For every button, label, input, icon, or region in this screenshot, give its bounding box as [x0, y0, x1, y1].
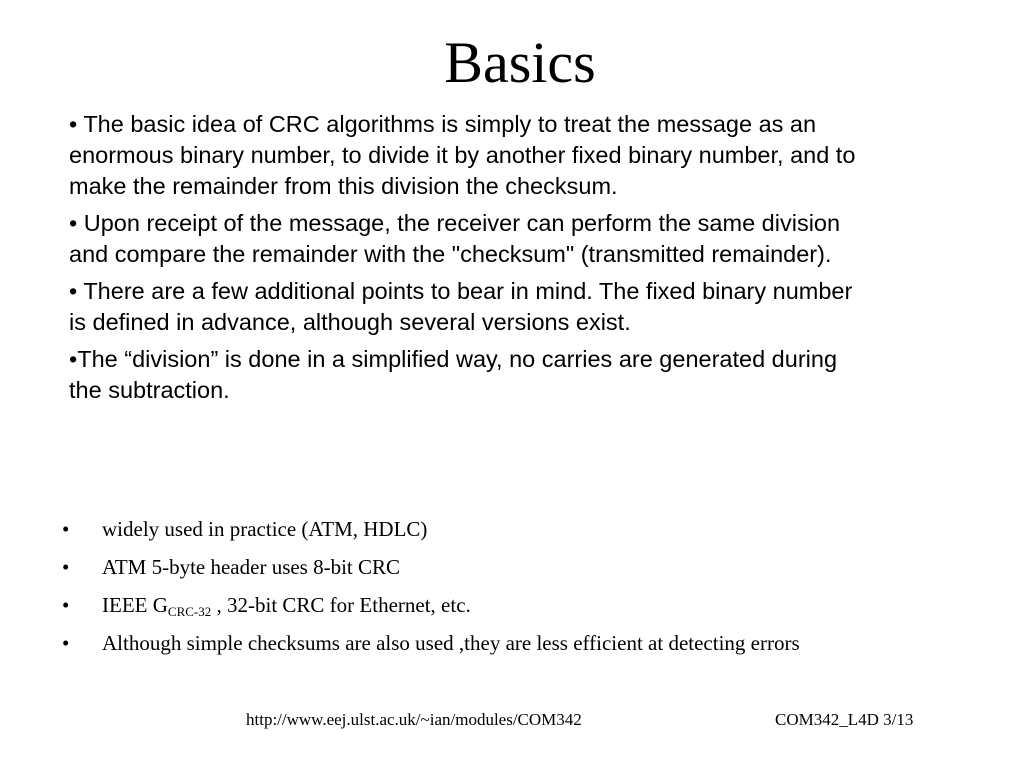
list-item [62, 552, 912, 582]
main-text-block [69, 109, 869, 412]
paragraph-fixed-number: • There are a few additional points to bear in mind. The fixed binary number is defined in advance, although several versions exist. [69, 278, 853, 335]
slide-title: Basics [444, 30, 596, 95]
bullet-marker: • [62, 631, 70, 655]
paragraph-crc-idea: • The basic idea of CRC algorithms is simply to treat the message as an enormous binary number, to divide it by another fixed binary number, and to make the remainder from this division the checksum. [69, 111, 856, 199]
list-item-text-suffix: , 32-bit CRC for Ethernet, etc. [211, 593, 471, 617]
bullet-marker: • [62, 593, 70, 617]
footer-page-number: COM342_L4D 3/13 [775, 710, 914, 729]
bullet-marker: • [62, 555, 70, 579]
list-item-text: Although simple checksums are also used ,they are less efficient at detecting errors [102, 631, 800, 655]
paragraph-receipt: • Upon receipt of the message, the receiver can perform the same division and compare the remainder with the "checksum" (transmitted remainder). [69, 210, 841, 267]
paragraph-division: •The “division” is done in a simplified way, no carries are generated during the subtraction. [69, 346, 838, 403]
list-item-text: widely used in practice (ATM, HDLC) [102, 517, 428, 541]
list-item-text: ATM 5-byte header uses 8-bit CRC [102, 555, 401, 579]
bullet-marker: • [62, 517, 70, 541]
list-item-text-prefix: IEEE G [102, 593, 168, 617]
list-item [62, 590, 912, 620]
subscript-crc32: CRC-32 [167, 604, 212, 619]
list-item [62, 628, 912, 658]
footer-url: http://www.eej.ulst.ac.uk/~ian/modules/COM342 [246, 710, 582, 729]
bullet-list [62, 514, 912, 666]
list-item [62, 514, 912, 544]
